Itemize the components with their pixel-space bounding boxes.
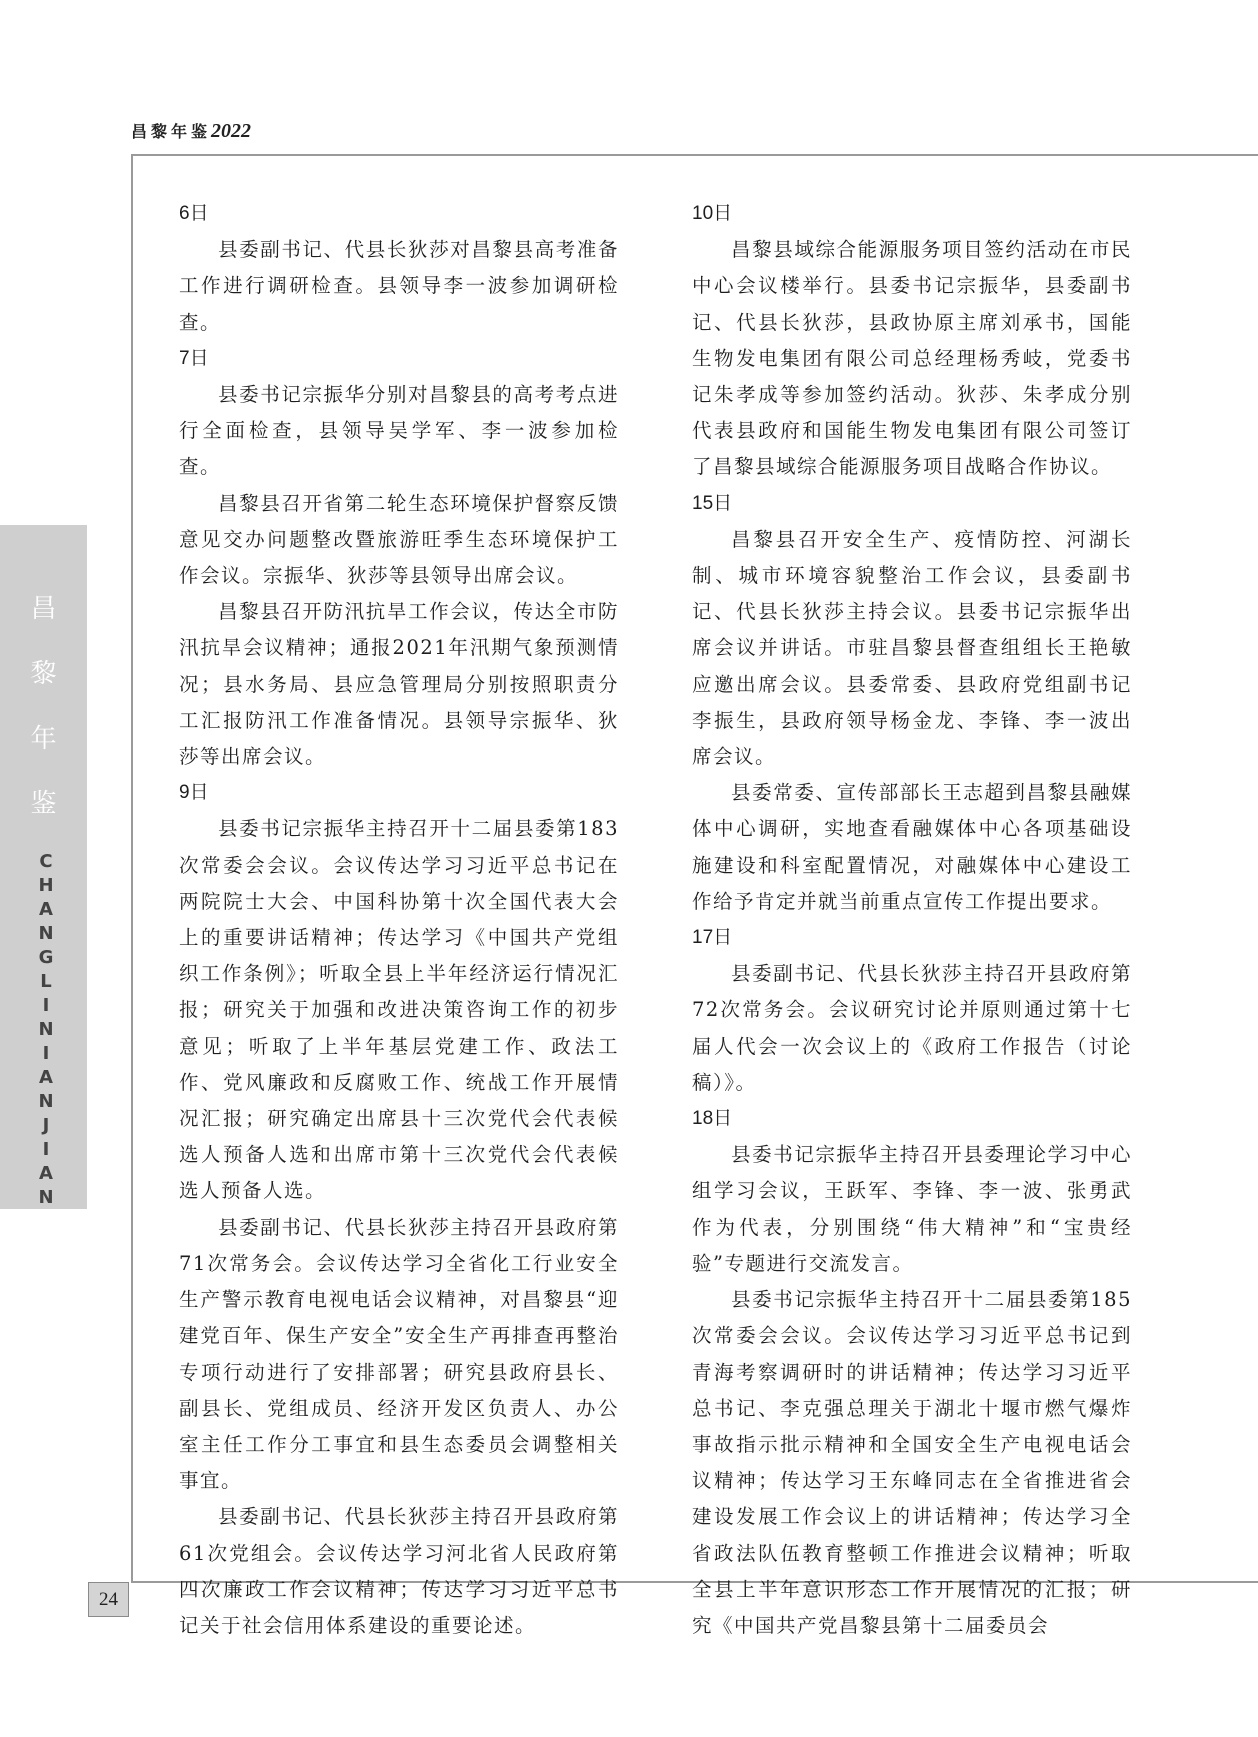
side-tab-char: 年: [30, 724, 57, 754]
side-tab-letter: I: [42, 995, 50, 1016]
entry-date: 9日: [179, 782, 209, 804]
entry-paragraph: 县委书记宗振华主持召开十二届县委第185次常委会会议。会议传达学习习近平总书记到青海考察调研时的讲话精神；传达学习习近平总书记、李克强总理关于湖北十堰市燃气爆炸事故指示批示精神和全国安全生产电视电话会议精神；传达学习王东峰同志在全省推进省会建设发展工作会议上的讲话精神；传达学习全省政法队伍教育整顿工作推进会议精神；听取全县上半年意识形态工作开展情况的汇报；研究《中国共产党昌黎县第十二届委员会: [692, 1288, 1132, 1637]
side-tab-letter: A: [39, 899, 53, 920]
side-tab-char: 鉴: [30, 789, 57, 819]
side-tab-letter: H: [38, 875, 54, 896]
left-column: [179, 196, 619, 1644]
entry-paragraph: 县委副书记、代县长狄莎主持召开县政府第61次党组会。会议传达学习河北省人民政府第四次廉政工作会议精神；传达学习习近平总书记关于社会信用体系建设的重要论述。: [179, 1505, 619, 1637]
side-tab-char: 昌: [30, 594, 57, 624]
running-header: [131, 119, 251, 143]
side-tab-letter: G: [38, 947, 54, 968]
entry-date: 10日: [692, 203, 733, 224]
side-tab-letter: A: [39, 1163, 53, 1184]
side-tab-letter: I: [42, 1139, 50, 1160]
side-tab-latin: [38, 850, 53, 1210]
entry-paragraph: 县委副书记、代县长狄莎对昌黎县高考准备工作进行调研检查。县领导李一波参加调研检查。: [179, 238, 619, 334]
entry-date: 15日: [692, 492, 733, 514]
entry-paragraph: 昌黎县域综合能源服务项目签约活动在市民中心会议楼举行。县委书记宗振华，县委副书记、代县长狄莎，县政协原主席刘承书，国能生物发电集团有限公司总经理杨秀岐，党委书记朱孝成等参加签约活动。狄莎、朱孝成分别代表县政府和国能生物发电集团有限公司签订了昌黎县域综合能源服务项目战略合作协议。: [692, 238, 1132, 479]
entry-paragraph: 县委书记宗振华主持召开县委理论学习中心组学习会议，王跃军、李锋、李一波、张勇武作为代表，分别围绕“伟大精神”和“宝贵经验”专题进行交流发言。: [692, 1143, 1132, 1275]
entry-date: 18日: [692, 1108, 733, 1130]
side-tab-letter: C: [39, 851, 53, 872]
entry-paragraph: 县委常委、宣传部部长王志超到昌黎县融媒体中心调研，实地查看融媒体中心各项基础设施建设和科室配置情况，对融媒体中心建设工作给予肯定并就当前重点宣传工作提出要求。: [692, 781, 1132, 913]
entry-paragraph: 县委副书记、代县长狄莎主持召开县政府第72次常务会。会议研究讨论并原则通过第十七届人代会一次会议上的《政府工作报告（讨论稿）》。: [692, 962, 1132, 1094]
header-year: 2022: [211, 120, 252, 142]
header-title: 昌黎年鉴: [131, 122, 212, 141]
page-frame-top-rule: [131, 154, 1258, 156]
side-tab-letter: L: [40, 971, 52, 992]
side-tab-letter: N: [38, 1187, 54, 1208]
page-number: 24: [88, 1582, 129, 1617]
side-tab-letter: J: [42, 1115, 50, 1136]
entry-paragraph: 昌黎县召开安全生产、疫情防控、河湖长制、城市环境容貌整治工作会议，县委副书记、代县长狄莎主持会议。县委书记宗振华出席会议并讲话。市驻昌黎县督查组组长王艳敏应邀出席会议。县委常委、县政府党组副书记李振生，县政府领导杨金龙、李锋、李一波出席会议。: [692, 527, 1132, 769]
side-tab-letter: A: [39, 1067, 53, 1088]
entry-date: 7日: [179, 347, 209, 369]
side-tab-char: 黎: [30, 659, 57, 689]
entry-paragraph: 县委书记宗振华分别对昌黎县的高考考点进行全面检查，县领导吴学军、李一波参加检查。: [179, 383, 619, 479]
page-frame-left-rule: [131, 154, 133, 1582]
side-tab-letter: N: [38, 1019, 54, 1040]
entry-paragraph: 县委副书记、代县长狄莎主持召开县政府第71次常务会。会议传达学习全省化工行业安全生产警示教育电视电话会议精神，对昌黎县“迎建党百年、保生产安全”安全生产再排查再整治专项行动进行了安排部署；研究县政府县长、副县长、党组成员、经济开发区负责人、办公室主任工作分工事宜和县生态委员会调整相关事宜。: [179, 1215, 619, 1493]
entry-date: 6日: [179, 203, 209, 224]
entry-paragraph: 昌黎县召开省第二轮生态环境保护督察反馈意见交办问题整改暨旅游旺季生态环境保护工作会议。宗振华、狄莎等县领导出席会议。: [179, 491, 619, 588]
side-tab-letter: I: [42, 1043, 50, 1064]
entry-paragraph: 昌黎县召开防汛抗旱工作会议，传达全市防汛抗旱会议精神；通报2021年汛期气象预测情况；县水务局、县应急管理局分别按照职责分工汇报防汛工作准备情况。县领导宗振华、狄莎等出席会议。: [179, 600, 619, 769]
side-tab-letter: N: [38, 923, 54, 944]
side-tab-letter: N: [38, 1091, 54, 1112]
entry-paragraph: 县委书记宗振华主持召开十二届县委第183次常委会会议。会议传达学习习近平总书记在两院院士大会、中国科协第十次全国代表大会上的重要讲话精神；传达学习《中国共产党组织工作条例》；听取全县上半年经济运行情况汇报；研究关于加强和改进决策咨询工作的初步意见；听取了上半年基层党建工作、政法工作、党风廉政和反腐败工作、统战工作开展情况汇报；研究确定出席县十三次党代会代表候选人预备人选和出席市第十三次党代会代表候选人预备人选。: [179, 817, 619, 1203]
right-column: [692, 196, 1132, 1644]
entry-date: 17日: [692, 927, 733, 949]
